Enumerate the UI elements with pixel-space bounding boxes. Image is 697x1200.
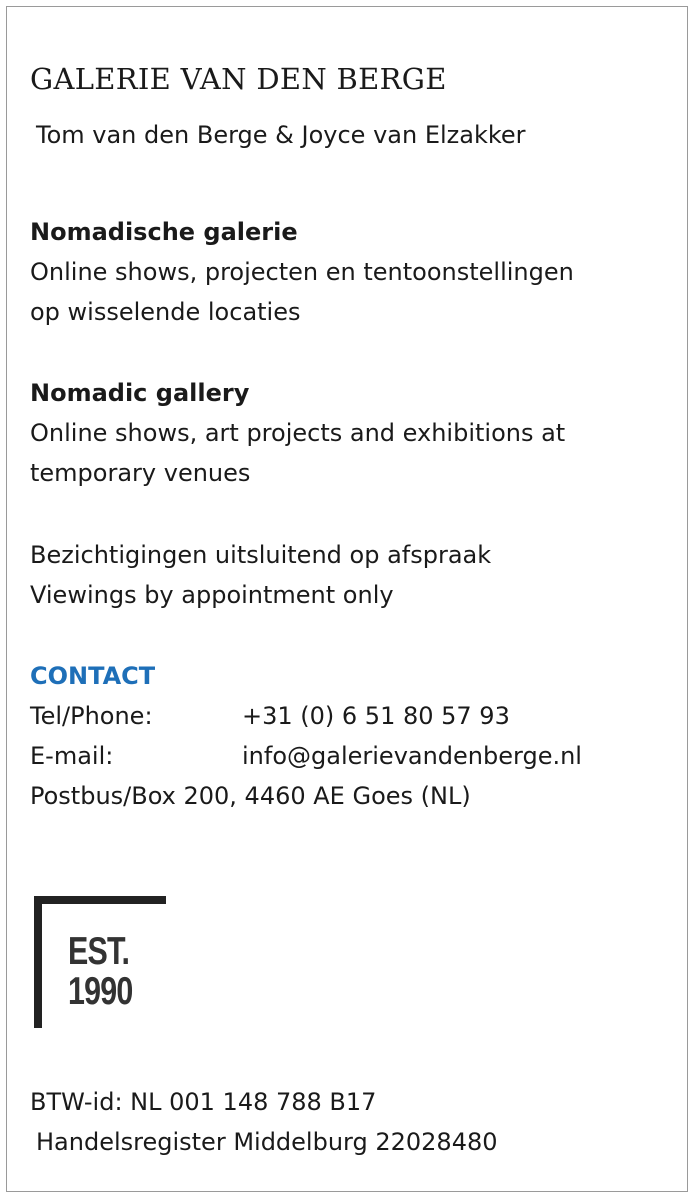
- dutch-line-1: Online shows, projecten en tentoonstellingen: [30, 258, 574, 286]
- est-1990-logo: [34, 896, 168, 1028]
- logo-text: [68, 932, 133, 1012]
- dutch-heading: Nomadische galerie: [30, 218, 298, 246]
- viewings-section: [30, 535, 491, 615]
- viewings-dutch: Bezichtigingen uitsluitend op afspraak: [30, 541, 492, 569]
- dutch-section: [30, 212, 574, 332]
- english-line-1: Online shows, art projects and exhibitions at: [30, 419, 566, 447]
- contact-heading: CONTACT: [30, 662, 156, 690]
- trade-registry: Handelsregister Middelburg 22028480: [36, 1128, 498, 1156]
- email-value[interactable]: info@galerievandenberge.nl: [242, 742, 582, 770]
- english-line-2: temporary venues: [30, 459, 251, 487]
- logo-est: EST.: [68, 930, 130, 973]
- english-section: [30, 373, 565, 493]
- phone-label: Tel/Phone:: [30, 702, 153, 730]
- logo-year: 1990: [68, 970, 133, 1013]
- english-heading: Nomadic gallery: [30, 379, 250, 407]
- footer: [30, 1082, 498, 1162]
- owners: Tom van den Berge & Joyce van Elzakker: [36, 121, 526, 149]
- logo-bracket-vertical: [34, 896, 42, 1028]
- dutch-line-2: op wisselende locaties: [30, 298, 301, 326]
- logo-bracket-horizontal: [34, 896, 166, 904]
- postal-address: Postbus/Box 200, 4460 AE Goes (NL): [30, 782, 471, 810]
- email-row: [30, 736, 582, 776]
- gallery-name: GALERIE VAN DEN BERGE: [30, 62, 447, 96]
- phone-row: [30, 696, 582, 736]
- email-label: E-mail:: [30, 742, 114, 770]
- contact-section: [30, 656, 582, 816]
- viewings-english: Viewings by appointment only: [30, 581, 394, 609]
- vat-id: BTW-id: NL 001 148 788 B17: [30, 1088, 377, 1116]
- phone-value[interactable]: +31 (0) 6 51 80 57 93: [242, 702, 510, 730]
